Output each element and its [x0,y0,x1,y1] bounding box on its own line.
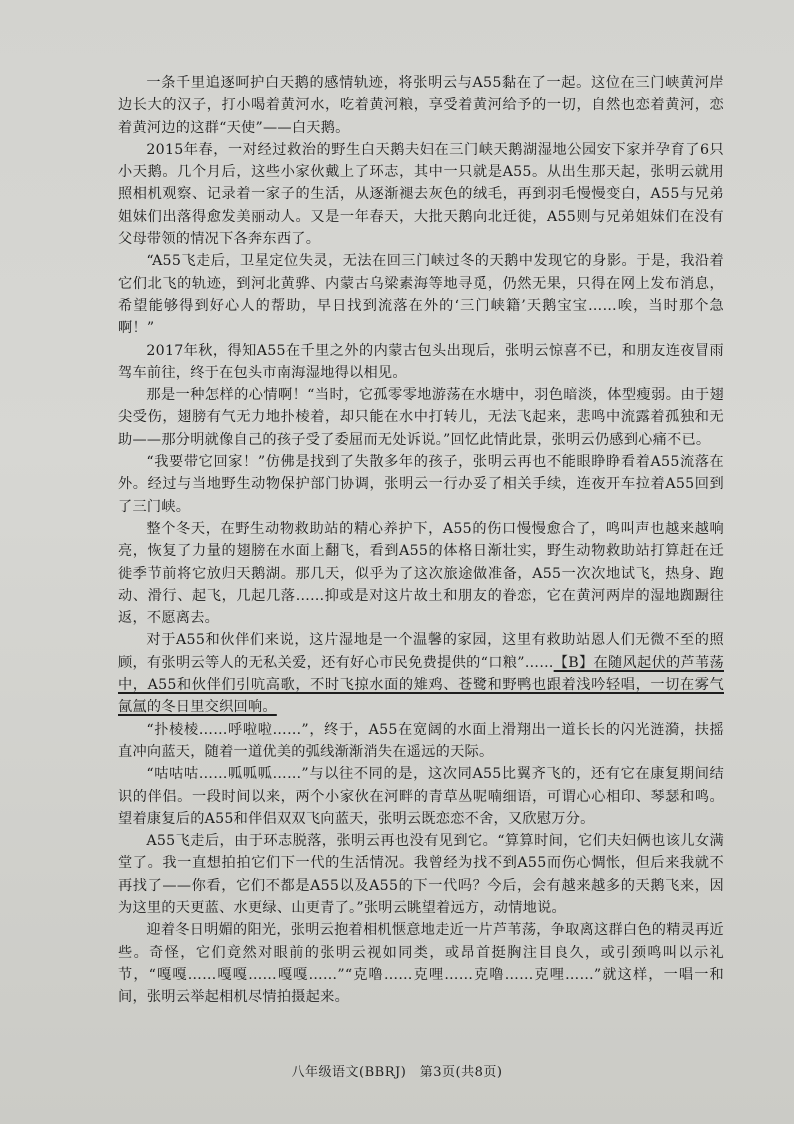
paragraph-12: 迎着冬日明媚的阳光，张明云抱着相机惬意地走近一片芦苇荡，争取离这群白色的精灵再近些。奇怪，它们竟然对眼前的张明云视如同类，或昂首挺胸注目良久，或引颈鸣叫以示礼节，“嘎嘎……嘎嘎……嘎嘎……”“克噜……克哩……克噜……克哩……”就这样，一唱一和间，张明云举起相机尽情拍摄起来。 [118,922,724,1006]
paragraph-4: 2017年秋，得知A55在千里之外的内蒙古包头出现后，张明云惊喜不已，和朋友连夜冒雨驾车前往，终于在包头市南海湿地得以相见。 [118,342,724,381]
paragraph-2: 2015年春，一对经过救治的野生白天鹅夫妇在三门峡天鹅湖湿地公园安下家并孕育了6只小天鹅。几个月后，这些小家伙戴上了环志，其中一只就是A55。从出生那天起，张明云就用照相机观察、记录着一家子的生活，从逐渐褪去灰色的绒毛，再到羽毛慢慢变白，A55与兄弟姐妹们出落得愈发美丽动人。又是一年春天，大批天鹅向北迁徙，A55则与兄弟姐妹们在没有父母带领的情况下各奔东西了。 [118,141,724,248]
paragraph-3: “A55飞走后，卫星定位失灵，无法在回三门峡过冬的天鹅中发现它的身影。于是，我沿着它们北飞的轨迹，到河北黄骅、内蒙古乌梁素海等地寻觅，仍然无果，只得在网上发布消息，希望能够得到好心人的帮助，早日找到流落在外的‘三门峡籍’天鹅宝宝……唉，当时那个急啊！” [118,253,724,337]
paragraph-9: “扑棱棱……呼啦啦……”，终于，A55在宽阔的水面上滑翔出一道长长的闪光涟漪，扶摇直冲向蓝天，随着一道优美的弧线渐渐消失在遥远的天际。 [118,721,724,760]
underlined-sentence-b: 【B】在随风起伏的芦苇荡中，A55和伙伴们引吭高歌，不时飞掠水面的雉鸡、苍鹭和野鸭也跟着浅吟轻唱，一切在雾气氤氲的冬日里交织回响。 [118,654,724,716]
paragraph-5: 那是一种怎样的心情啊！“当时，它孤零零地游荡在水塘中，羽色暗淡，体型瘦弱。由于翅尖受伤，翅膀有气无力地扑棱着，却只能在水中打转儿，无法飞起来，悲鸣中流露着孤独和无助——那分明就像自己的孩子受了委屈而无处诉说。”回忆此情此景，张明云仍感到心痛不已。 [118,387,724,448]
paragraph-8-text: 对于A55和伙伴们来说，这片湿地是一个温馨的家园，这里有救助站恩人们无微不至的照顾，有张明云等人的无私关爱，还有好心市民免费提供的“口粮”…… [118,632,724,671]
paragraph-6: “我要带它回家！”仿佛是找到了失散多年的孩子，张明云再也不能眼睁睁看着A55流落在外。经过与当地野生动物保护部门协调，张明云一行办妥了相关手续，连夜开车拉着A55回到了三门峡。 [118,454,724,515]
paragraph-10: “咕咕咕……呱呱呱……”与以往不同的是，这次同A55比翼齐飞的，还有它在康复期间结识的伴侣。一段时间以来，两个小家伙在河畔的青草丛呢喃细语，可谓心心相印、琴瑟和鸣。望着康复后的A55和伴侣双双飞向蓝天，张明云既恋恋不舍，又欣慰万分。 [118,766,724,827]
article-body [118,72,724,1008]
paragraph-7: 整个冬天，在野生动物救助站的精心养护下，A55的伤口慢慢愈合了，鸣叫声也越来越响亮，恢复了力量的翅膀在水面上翻飞，看到A55的体格日渐壮实，野生动物救助站打算赶在迁徙季节前将它放归天鹅湖。那几天，似乎为了这次旅途做准备，A55一次次地试飞，热身、跑动、滑行、起飞，几起几落……抑或是对这片故土和朋友的眷恋，它在黄河两岸的湿地踟蹰往返，不愿离去。 [118,520,724,627]
paragraph-8 [118,629,724,718]
paragraph-11: A55飞走后，由于环志脱落，张明云再也没有见到它。“算算时间，它们夫妇俩也该儿女满堂了。我一直想拍拍它们下一代的生活情况。我曾经为找不到A55而伤心惆怅，但后来我就不再找了——你看，它们不都是A55以及A55的下一代吗？今后，会有越来越多的天鹅飞来，因为这里的天更蓝、水更绿、山更青了。”张明云眺望着远方，动情地说。 [118,833,724,916]
page-footer: 八年级语文(BBRJ) 第3页(共8页) [291,1065,503,1080]
paragraph-1: 一条千里追逐呵护白天鹅的感情轨迹，将张明云与A55黏在了一起。这位在三门峡黄河岸边长大的汉子，打小喝着黄河水，吃着黄河粮，享受着黄河给予的一切，自然也恋着黄河，恋着黄河边的这群“天使”——白天鹅。 [118,75,724,136]
